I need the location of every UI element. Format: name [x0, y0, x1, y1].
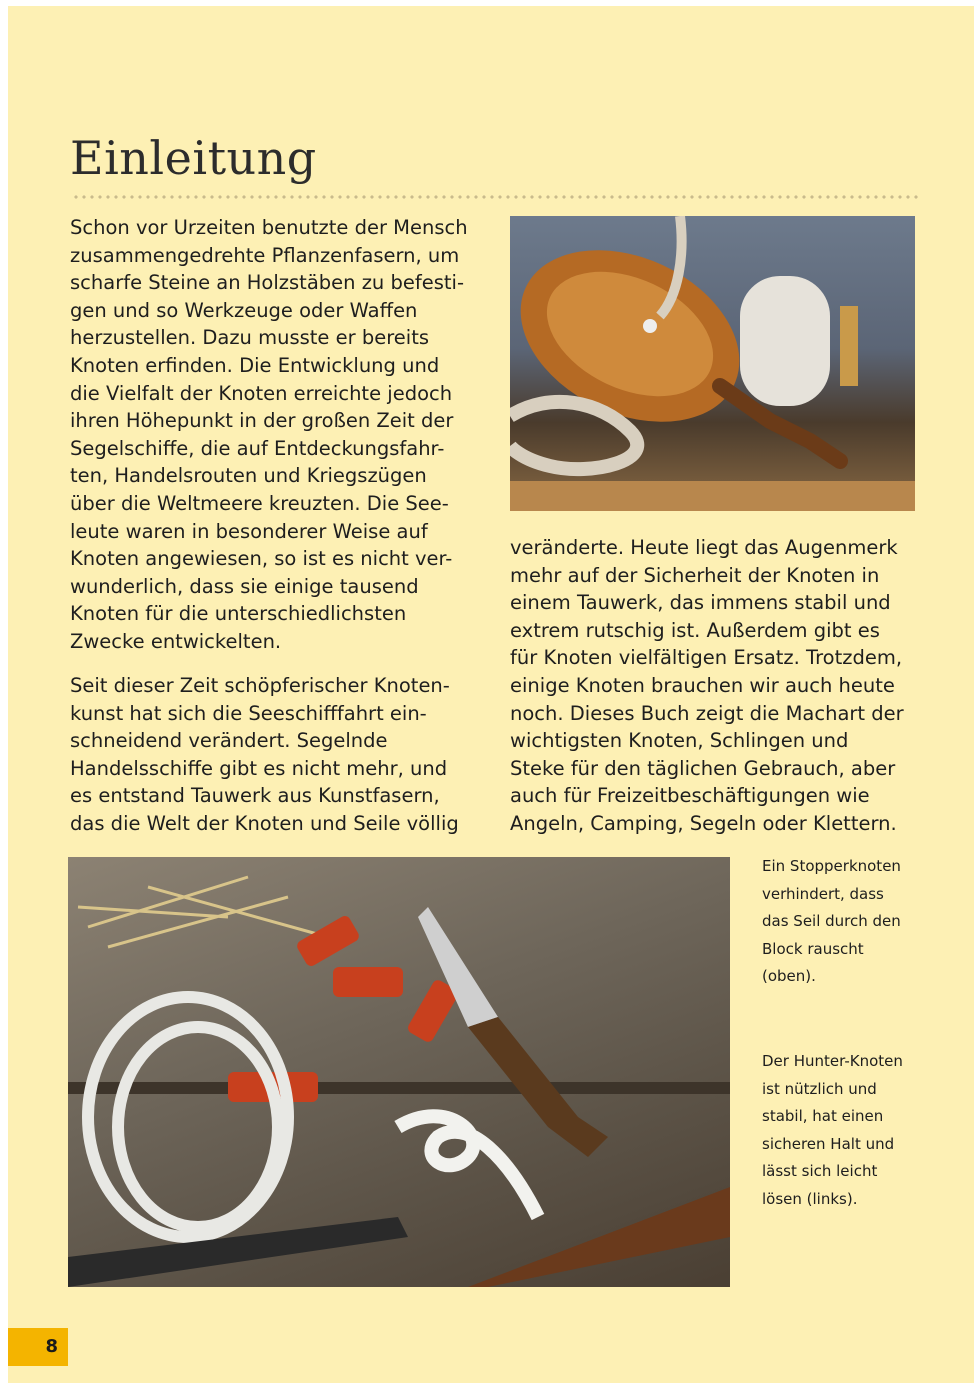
- rifle-stock: [468, 1187, 730, 1287]
- page-number-tab: [8, 1328, 68, 1366]
- page-number: 8: [45, 1336, 58, 1357]
- shotgun-shell: [333, 967, 403, 997]
- hunter-knot: [398, 1116, 538, 1217]
- dotted-separator: [72, 194, 918, 200]
- page-title: Einleitung: [70, 131, 317, 185]
- rope-coil: [118, 1027, 278, 1227]
- straw: [78, 877, 328, 947]
- pulley-pin: [643, 319, 657, 333]
- pulley-block-photo: [510, 216, 915, 511]
- deck-plank: [510, 481, 915, 511]
- intro-paragraph-2: Seit dieser Zeit schöpferischer Knoten- kunst hat sich die Seeschifffahrt ein- schneidend verändert. Segelnde Handelsschiffe gibt es nicht mehr, und es entstand Tauwerk aus Kunstfasern, das die Welt der Knoten und Seile völlig: [70, 674, 459, 835]
- wooden-pin: [840, 306, 858, 386]
- plank-gap: [68, 1082, 730, 1094]
- hunter-knot-illustration: [68, 857, 730, 1287]
- intro-paragraph-1: Schon vor Urzeiten benutzte der Mensch zusammengedrehte Pflanzenfasern, um scharfe Steine an Holzstäben zu befesti- gen und so Werkzeuge oder Waffen herzustellen. Dazu musste er bereits Knoten erfinden. Die Entwicklung und die Vielfalt der Knoten erreichte jedoch ihren Höhepunkt in der großen Zeit der Segelschiffe, die auf Entdeckungsfahr- ten, Handelsrouten und Kriegszügen über die Weltmeere kreuzten. Die See- leute waren in besonderer Weise auf Knoten angewiesen, so ist es nicht ver- wunderlich, dass sie einige tausend Knoten für die unterschiedlichsten Zwecke entwickelten.: [70, 216, 468, 653]
- hunter-knot-photo: [68, 857, 730, 1287]
- pulley-caption: Ein Stopperknoten verhindert, dass das Seil durch den Block rauscht (oben).: [762, 857, 901, 986]
- intro-paragraph-3: veränderte. Heute liegt das Augenmerk mehr auf der Sicherheit der Knoten in einem Tauwerk, das immens stabil und extrem rutschig ist. Außerdem gibt es für Knoten vielfältigen Ersatz. Trotzdem, einige Knoten brauchen wir auch heute noch. Dieses Buch zeigt die Machart der wichtigsten Knoten, Schlingen und Steke für den täglichen Gebrauch, aber auch für Freizeitbeschäftigungen wie Angeln, Camping, Segeln oder Klettern.: [510, 536, 904, 835]
- hunter-knot-caption: Der Hunter-Knoten ist nützlich und stabil, hat einen sicheren Halt und lässt sich leicht lösen (links).: [762, 1052, 903, 1208]
- shotgun-shell: [295, 914, 361, 968]
- white-bollard: [740, 276, 830, 406]
- pulley-block-illustration: [510, 216, 915, 511]
